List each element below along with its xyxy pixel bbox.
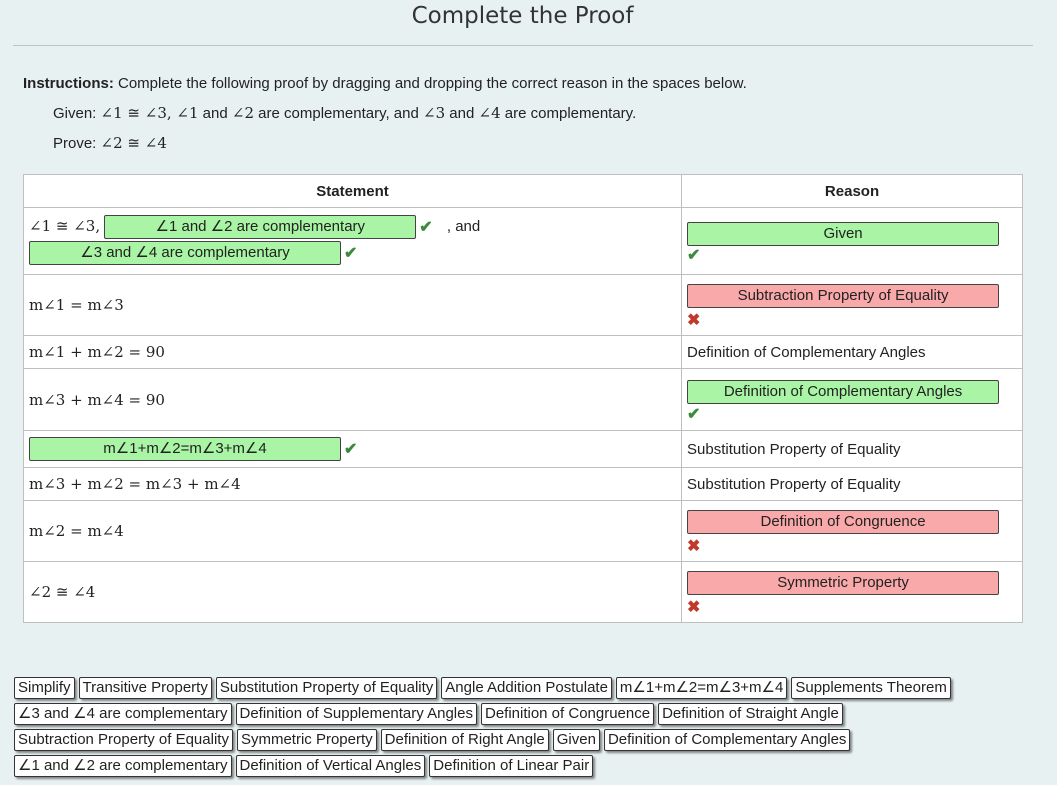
statement-text: m∠3 + m∠4 = 90 (29, 390, 165, 409)
draggable-chip[interactable]: Symmetric Property (237, 729, 377, 751)
instructions-label: Instructions: (23, 75, 114, 92)
draggable-chip[interactable]: Definition of Vertical Angles (236, 755, 426, 777)
given-text-2: are complementary, and (254, 105, 423, 122)
given-text-4: are complementary. (500, 105, 637, 122)
statement-cell (24, 369, 682, 431)
draggable-chip[interactable]: ∠3 and ∠4 are complementary (14, 703, 232, 725)
statement-header: Statement (24, 175, 682, 208)
answer-bank (14, 677, 1024, 781)
given-text-1: and (198, 105, 232, 122)
given-math-3: ∠3 (423, 104, 446, 122)
title-divider (13, 45, 1033, 46)
given-math-1: ∠1 ≅ ∠3, ∠1 (100, 104, 199, 122)
draggable-chip[interactable]: Given (553, 729, 600, 751)
table-row (24, 501, 1023, 562)
reason-cell (682, 431, 1023, 468)
draggable-chip[interactable]: Definition of Congruence (481, 703, 654, 725)
given-text-3: and (445, 105, 479, 122)
check-icon: ✔ (419, 219, 433, 236)
statement-connector: , and (446, 217, 481, 235)
statement-cell (24, 336, 682, 369)
answer-bank-row (14, 729, 1024, 755)
statement-drop-slot[interactable]: ∠3 and ∠4 are complementary (29, 241, 341, 265)
draggable-chip[interactable]: Definition of Linear Pair (429, 755, 593, 777)
table-header-row (24, 175, 1023, 208)
given-math-2: ∠2 (231, 104, 255, 122)
draggable-chip[interactable]: Angle Addition Postulate (441, 677, 612, 699)
instructions-text: Complete the following proof by dragging and dropping the correct reason in the spaces below. (113, 75, 747, 92)
statement-text: ∠1 ≅ ∠3, (29, 216, 101, 235)
cross-icon: ✖ (687, 538, 701, 555)
prove-statement (53, 134, 167, 152)
given-math-4: ∠4 (478, 104, 501, 122)
reason-drop-slot[interactable]: Subtraction Property of Equality (687, 284, 999, 308)
given-label: Given: (53, 105, 101, 122)
statement-text: m∠3 + m∠2 = m∠3 + m∠4 (29, 475, 241, 493)
statement-drop-slot[interactable]: ∠1 and ∠2 are complementary (104, 215, 416, 239)
answer-bank-row (14, 755, 1024, 781)
statement-cell (24, 468, 682, 501)
table-row (24, 431, 1023, 468)
draggable-chip[interactable]: Definition of Complementary Angles (604, 729, 850, 751)
answer-bank-row (14, 677, 1024, 703)
reason-cell (682, 275, 1023, 336)
cross-icon: ✖ (687, 312, 701, 329)
table-row (24, 208, 1023, 275)
instructions (23, 75, 747, 92)
draggable-chip[interactable]: Definition of Straight Angle (658, 703, 843, 725)
statement-cell (24, 275, 682, 336)
reason-drop-slot[interactable]: Definition of Complementary Angles (687, 380, 999, 404)
statement-text: m∠1 = m∠3 (29, 296, 124, 314)
draggable-chip[interactable]: Supplements Theorem (791, 677, 950, 699)
page-title: Complete the Proof (411, 3, 634, 29)
statement-text: m∠2 = m∠4 (29, 522, 124, 540)
statement-text: ∠2 ≅ ∠4 (29, 583, 96, 601)
table-row (24, 468, 1023, 501)
check-icon: ✔ (344, 441, 358, 458)
cross-icon: ✖ (687, 599, 701, 616)
statement-cell (24, 562, 682, 623)
draggable-chip[interactable]: Transitive Property (79, 677, 212, 699)
reason-text: Substitution Property of Equality (687, 475, 901, 493)
statement-cell (24, 431, 682, 468)
table-row (24, 275, 1023, 336)
draggable-chip[interactable]: Simplify (14, 677, 75, 699)
statement-drop-slot[interactable]: m∠1+m∠2=m∠3+m∠4 (29, 437, 341, 461)
table-row (24, 369, 1023, 431)
statement-cell (24, 501, 682, 562)
check-icon: ✔ (344, 245, 358, 262)
reason-text: Substitution Property of Equality (687, 440, 901, 458)
reason-drop-slot[interactable]: Definition of Congruence (687, 510, 999, 534)
draggable-chip[interactable]: Substitution Property of Equality (216, 677, 437, 699)
reason-cell (682, 501, 1023, 562)
check-icon: ✔ (687, 405, 701, 423)
reason-text: Definition of Complementary Angles (687, 343, 926, 361)
draggable-chip[interactable]: Definition of Right Angle (381, 729, 549, 751)
reason-cell (682, 369, 1023, 431)
reason-cell (682, 468, 1023, 501)
statement-cell (24, 208, 682, 275)
table-row (24, 562, 1023, 623)
proof-table (23, 174, 1023, 623)
reason-cell (682, 208, 1023, 275)
reason-drop-slot[interactable]: Given (687, 222, 999, 246)
draggable-chip[interactable]: m∠1+m∠2=m∠3+m∠4 (616, 677, 787, 699)
reason-drop-slot[interactable]: Symmetric Property (687, 571, 999, 595)
draggable-chip[interactable]: ∠1 and ∠2 are complementary (14, 755, 232, 777)
draggable-chip[interactable]: Definition of Supplementary Angles (236, 703, 477, 725)
prove-label: Prove: (53, 135, 101, 152)
reason-cell (682, 562, 1023, 623)
answer-bank-row (14, 703, 1024, 729)
given-statement (53, 104, 636, 122)
table-row (24, 336, 1023, 369)
reason-header: Reason (682, 175, 1023, 208)
reason-cell (682, 336, 1023, 369)
prove-math: ∠2 ≅ ∠4 (100, 134, 167, 152)
check-icon: ✔ (687, 246, 701, 264)
draggable-chip[interactable]: Subtraction Property of Equality (14, 729, 233, 751)
statement-text: m∠1 + m∠2 = 90 (29, 343, 165, 361)
